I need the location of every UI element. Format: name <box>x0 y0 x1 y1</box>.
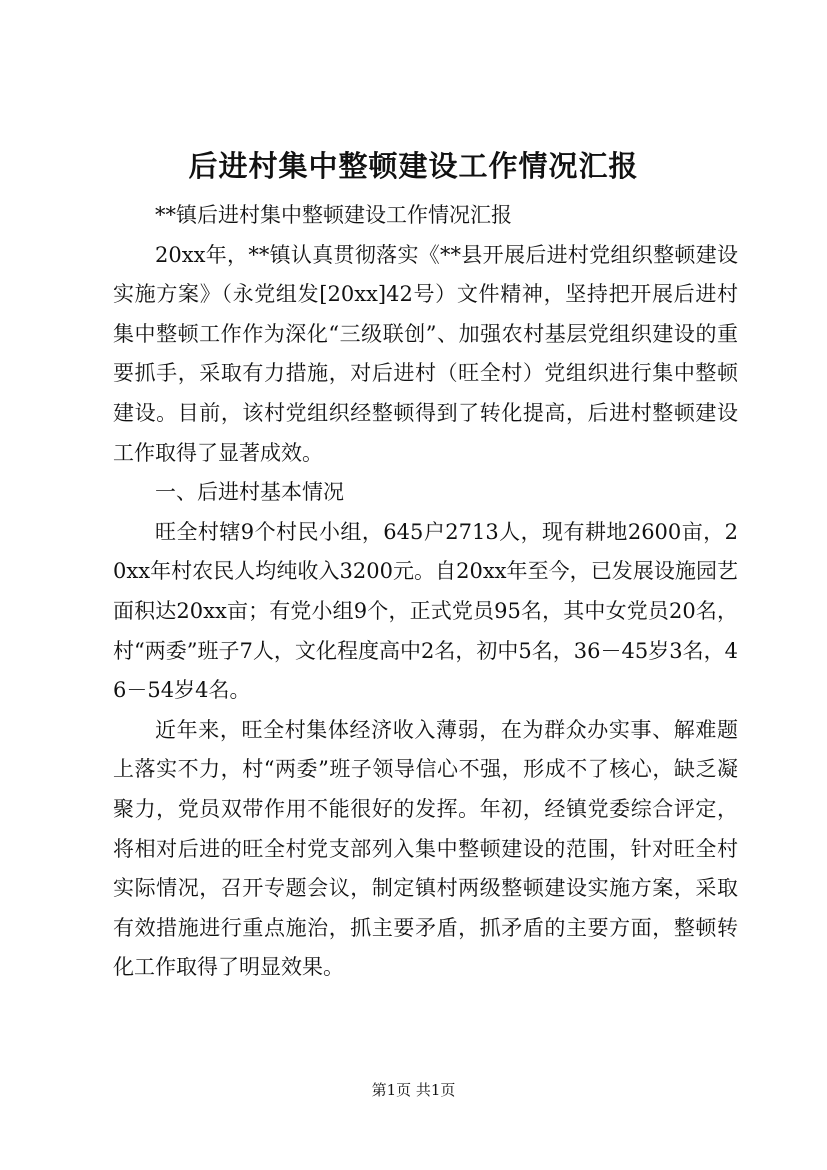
basic-info-paragraph: 旺全村辖9个村民小组，645户2713人，现有耕地2600亩，20xx年村农民人均纯收入3200元。自20xx年至今，已发展设施园艺面积达20xx亩；有党小组9个，正式党员95名，其中女党员20名，村“两委”班子7人，文化程度高中2名，初中5名，36－45岁3名，46－54岁4名。 <box>113 519 738 703</box>
page-footer: 第1页 共1页 <box>371 1081 456 1099</box>
recent-years-paragraph: 近年来，旺全村集体经济收入薄弱，在为群众办实事、解难题上落实不力，村“两委”班子领导信心不强，形成不了核心，缺乏凝聚力，党员双带作用不能很好的发挥。年初，经镇党委综合评定，将相对后进的旺全村党支部列入集中整顿建设的范围，针对旺全村实际情况，召开专题会议，制定镇村两级整顿建设实施方案，采取有效措施进行重点施治，抓主要矛盾，抓矛盾的主要方面，整顿转化工作取得了明显效果。 <box>113 717 738 980</box>
subtitle-paragraph: **镇后进村集中整顿建设工作情况汇报 <box>155 203 512 227</box>
intro-paragraph: 20xx年，**镇认真贯彻落实《**县开展后进村党组织整顿建设实施方案》（永党组发[20xx]42号）文件精神，坚持把开展后进村集中整顿工作作为深化“三级联创”、加强农村基层党组织建设的重要抓手，采取有力措施，对后进村（旺全村）党组织进行集中整顿建设。目前，该村党组织经整顿得到了转化提高，后进村整顿建设工作取得了显著成效。 <box>113 242 738 465</box>
document-title: 后进村集中整顿建设工作情况汇报 <box>188 149 639 183</box>
section-heading: 一、后进村基本情况 <box>155 480 344 505</box>
document-body <box>113 196 738 988</box>
